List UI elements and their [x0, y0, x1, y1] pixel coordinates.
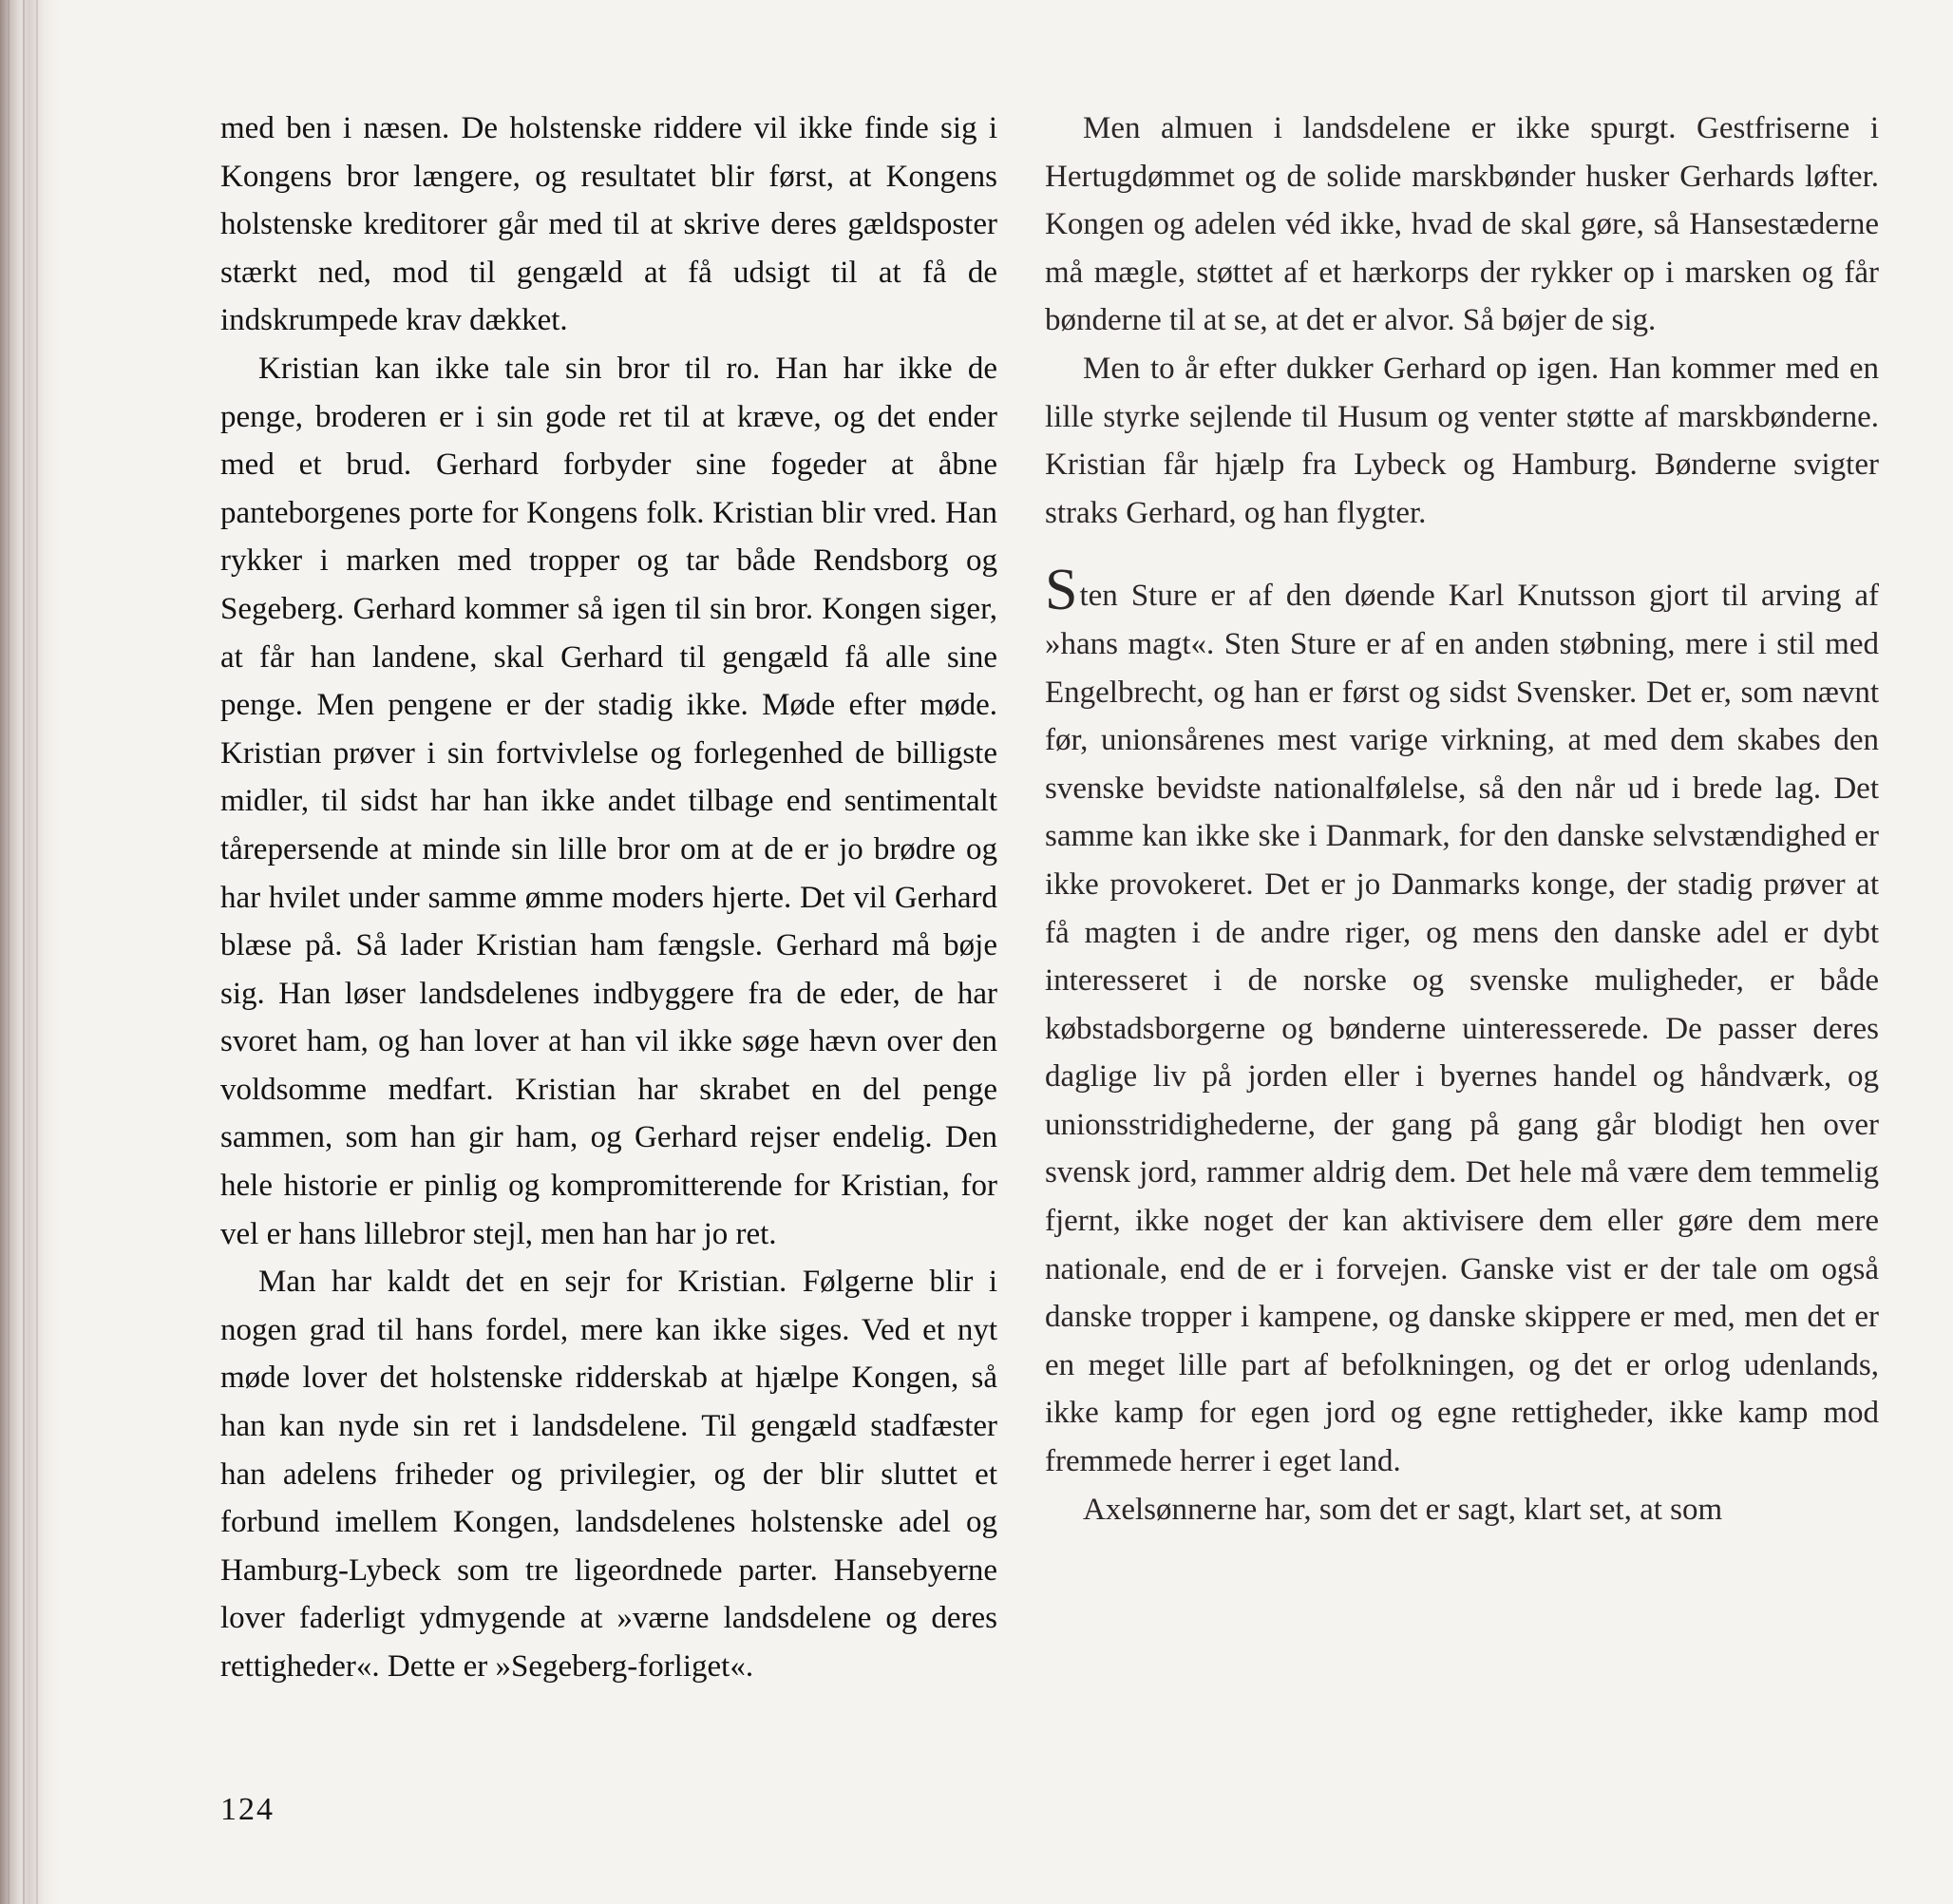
paragraph: med ben i næsen. De holstenske riddere vil ikke finde sig i Kongens bror længere, og resultatet blir først, at Kongens holstenske kreditorer går med til at skrive deres gældsposter stærkt ned, mod til gengæld at få udsigt til at få de indskrumpede krav dækket.	[220, 111, 997, 338]
binding-line	[23, 0, 25, 1904]
page-number: 124	[220, 1792, 275, 1827]
paragraph: Kristian kan ikke tale sin bror til ro. Han har ikke de penge, broderen er i sin gode ret til at kræve, og det ender med et brud. Gerhard forbyder sine fogeder at åbne panteborgenes porte for Kongens folk. Kristian blir vred. Han rykker i marken med tropper og tar både Rendsborg og Segeberg. Gerhard kommer så igen til sin bror. Kongen siger, at får han landene, skal Gerhard til gengæld få alle sine penge. Men pengene er der stadig ikke. Møde efter møde. Kristian prøver i sin fortvivlelse og forlegenhed de billigste midler, til sidst har han ikke andet tilbage end sentimentalt tårepersende at minde sin lille bror om at de er jo brødre og har hvilet under samme ømme moders hjerte. Det vil Gerhard blæse på. Så lader Kristian ham fængsle. Gerhard må bøje sig. Han løser landsdelenes indbyggere fra de eder, de har svoret ham, og han lover at han vil ikke søge hævn over den voldsomme medfart. Kristian har skrabet en del penge sammen, som han gir ham, og Gerhard rejser endelig. Den hele historie er pinlig og kompromitterende for Kristian, for vel er hans lillebror stejl, men han har jo ret.	[220, 351, 997, 1251]
drop-cap-letter: S	[1045, 558, 1078, 623]
paragraph: Men to år efter dukker Gerhard op igen. Han kommer med en lille styrke sejlende til Husum og venter støtte af marskbønderne. Kristian får hjælp fra Lybeck og Hamburg. Bønderne svigter straks Gerhard, og han flygter.	[1045, 351, 1879, 530]
section-opening-paragraph	[1045, 558, 1879, 1485]
left-text-column	[220, 105, 997, 1691]
paragraph: Axelsønnerne har, som det er sagt, klart set, at som	[1083, 1492, 1723, 1527]
right-text-column	[1045, 105, 1879, 1533]
binding-line	[8, 0, 9, 1904]
binding-line	[36, 0, 38, 1904]
paragraph: Man har kaldt det en sejr for Kristian. Følgerne blir i nogen grad til hans fordel, mere kan ikke siges. Ved et nyt møde lover det holstenske ridderskab at hjælpe Kongen, så han kan nyde sin ret i landsdelene. Til gengæld stadfæster han adelens friheder og privilegier, og der blir sluttet et forbund imellem Kongen, landsdelenes holstenske adel og Hamburg-Lybeck som tre ligeordnede parter. Hansebyerne lover faderligt ydmygende at »værne landsdelene og deres rettigheder«. Dette er »Segeberg-forliget«.	[220, 1265, 997, 1684]
paragraph-text: ten Sture er af den døende Karl Knutsson gjort til arving af »hans magt«. Sten Sture er af en anden støbning, mere i stil med Engelbrecht, og han er først og sidst Svensker. Det er, som nævnt før, unionsårenes mest varige virkning, at med dem skabes den svenske bevidste nationalfølelse, så den når ud i brede lag. Det samme kan ikke ske i Danmark, for den danske selvstændighed er ikke provokeret. Det er jo Danmarks konge, der stadig prøver at få magten i de andre riger, og mens den danske adel er dybt interesseret i de norske og svenske muligheder, er både købstadsborgerne og bønderne uinteresserede. De passer deres daglige liv på jorden eller i byernes handel og håndværk, og unionsstridighederne, der gang på gang går blodigt hen over svensk jord, rammer aldrig dem. Det hele må være dem temmelig fjernt, ikke noget der kan aktivisere dem eller gøre dem mere nationale, end de er i forvejen. Ganske vist er der tale om også danske tropper i kampene, og danske skippere er med, men det er en meget lille part af befolkningen, og det er orlog udenlands, ikke kamp for egen jord og egne rettigheder, ikke kamp mod fremmede herrer i eget land.	[1045, 579, 1879, 1479]
paragraph: Men almuen i landsdelene er ikke spurgt. Gestfriserne i Hertugdømmet og de solide marskbønder husker Gerhards løfter. Kongen og adelen véd ikke, hvad de skal gøre, så Hansestæderne må mægle, støttet af et hærkorps der rykker op i marsken og får bønderne til at se, at det er alvor. Så bøjer de sig.	[1045, 111, 1879, 338]
section-break	[1045, 537, 1879, 572]
